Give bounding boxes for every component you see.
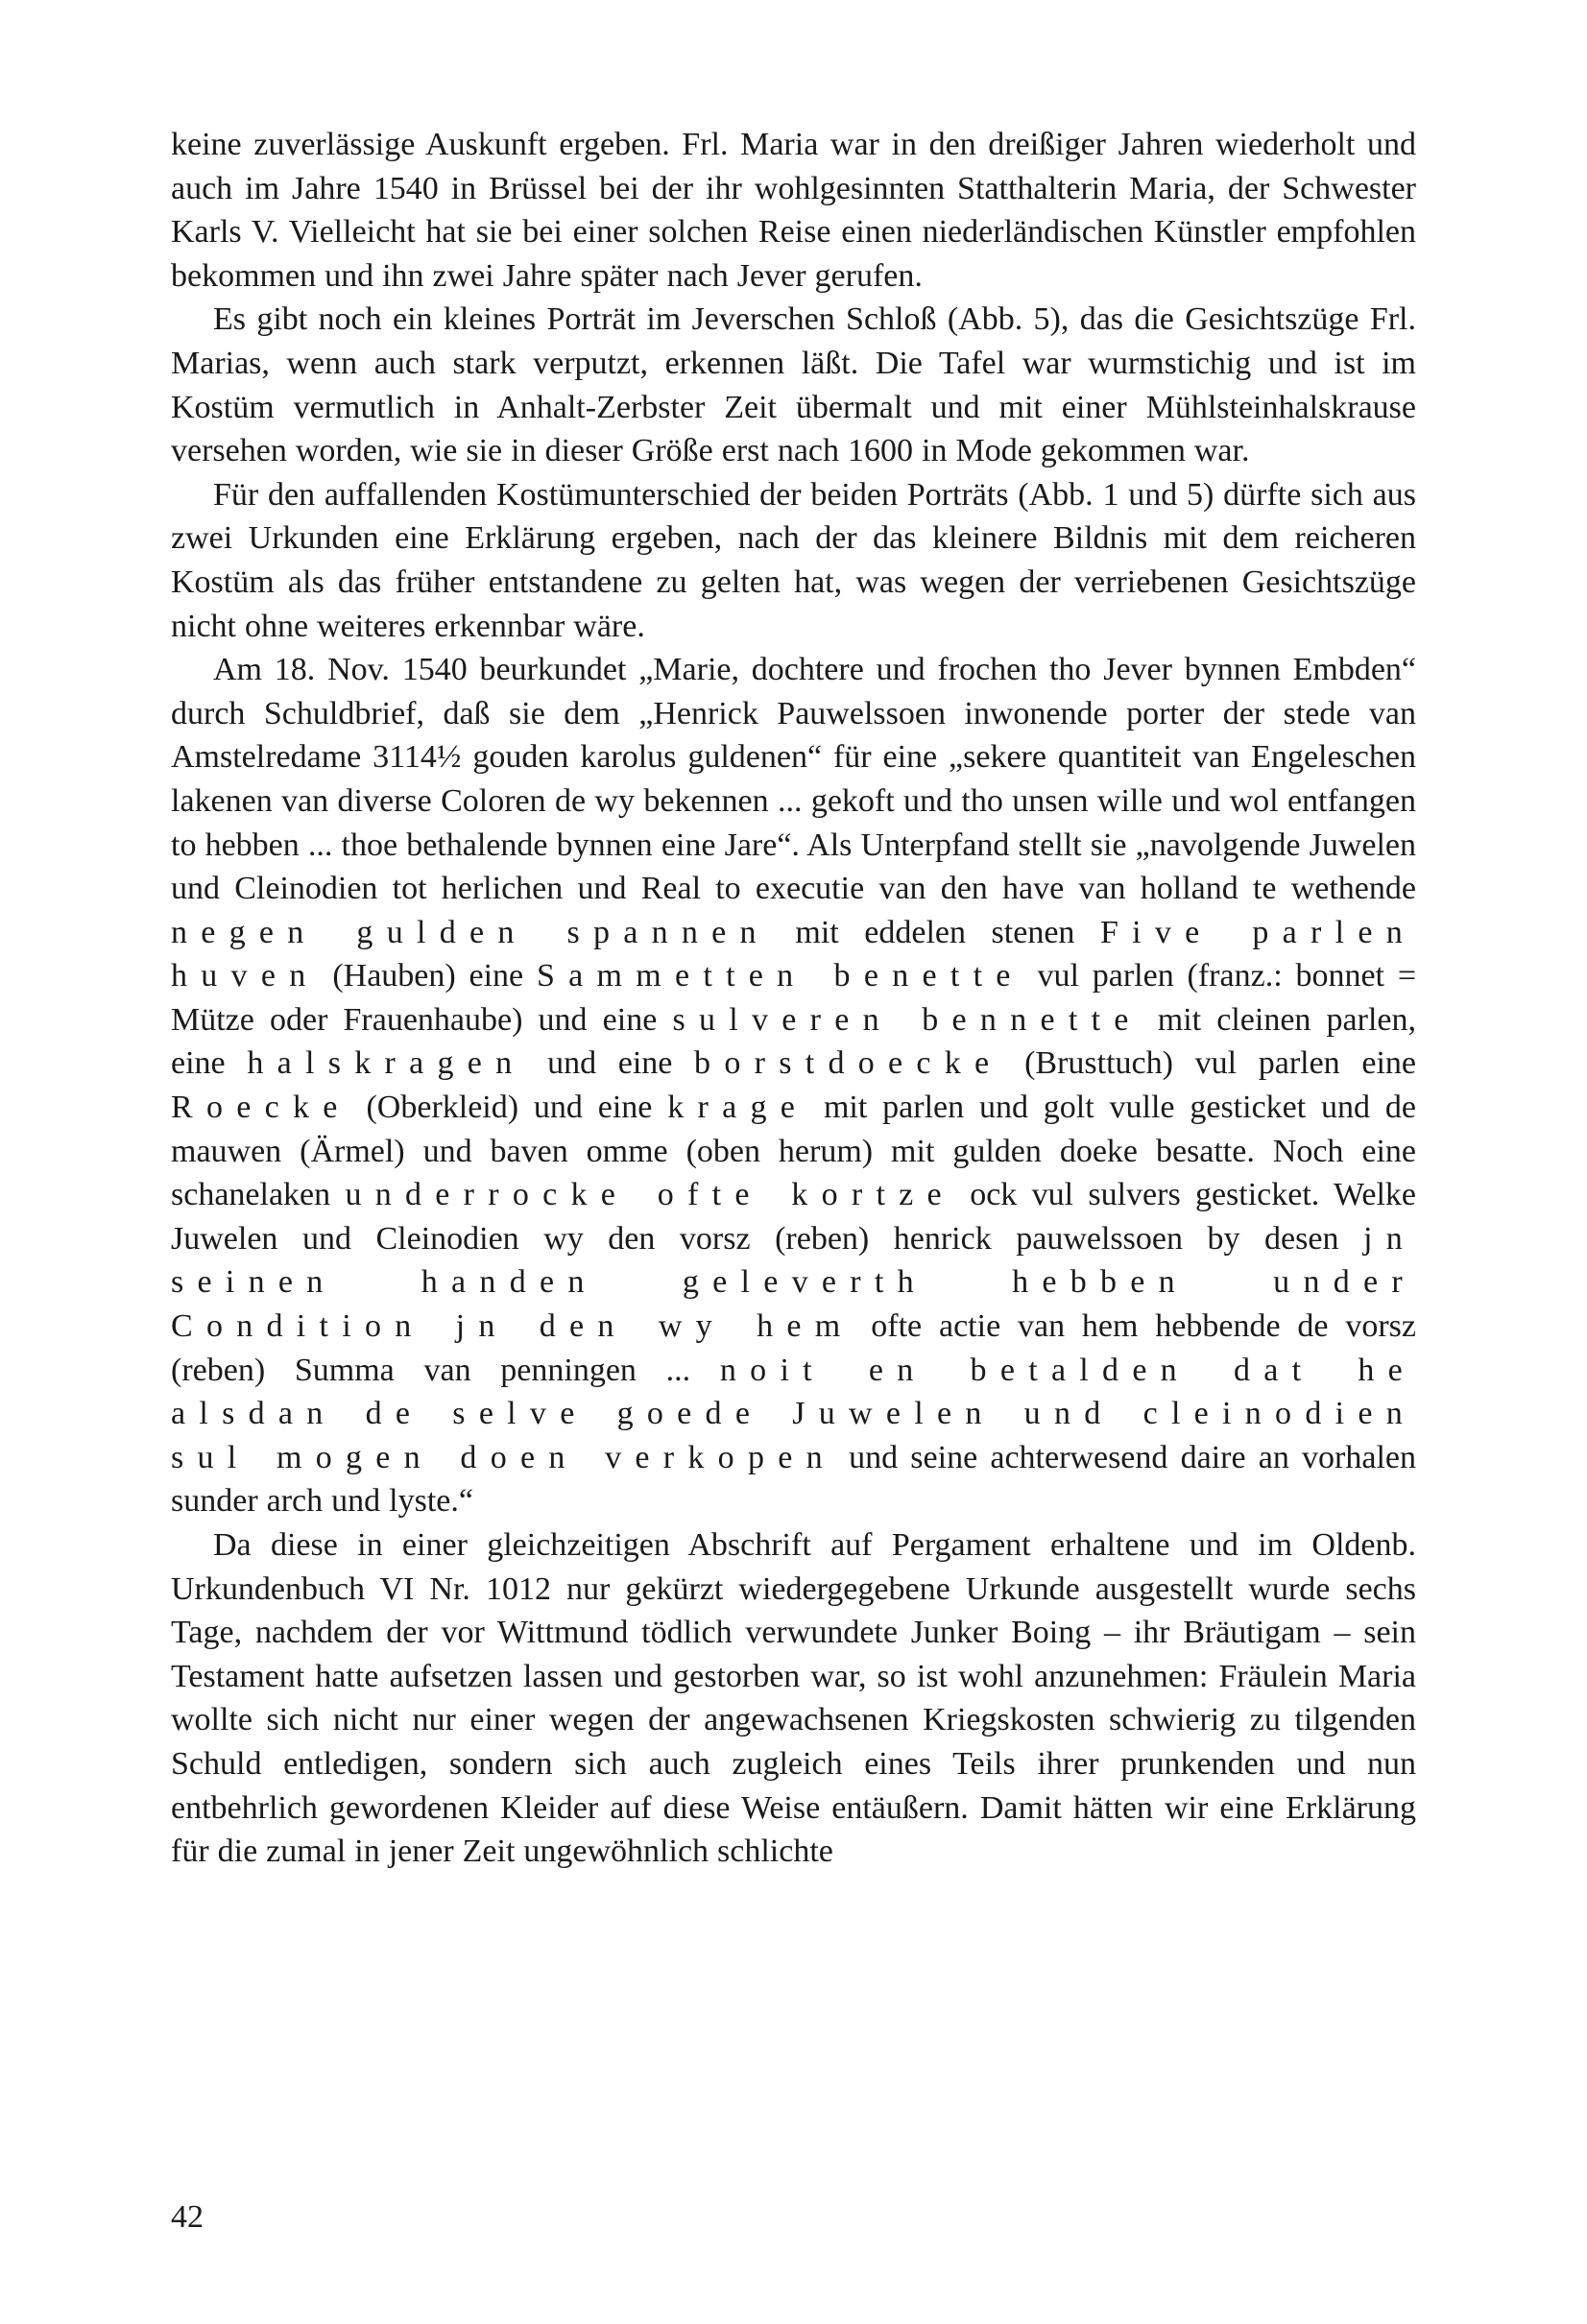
spaced-emphasis: Roecke [171, 1090, 351, 1126]
spaced-emphasis: Five parlen huven [171, 914, 1416, 994]
paragraph-4-text: und eine [525, 1045, 695, 1082]
paragraph-1-text: keine zuverlässige Auskunft ergeben. Frl. Maria war in den dreißiger Jahren wiederholt und auch im Jahre 1540 in Brüssel bei der ihr wohlgesinnten Statthalterin Maria, der Schwester Karls V. Vielleicht hat sie bei einer solchen Reise einen niederländischen Künstler empfohlen bekommen und ihn zwei Jahre später nach Jever gerufen. [171, 127, 1416, 294]
paragraph-4-text: (Oberkleid) und eine [350, 1090, 668, 1126]
paragraph-4-text: mit parlen und golt vulle gesticket und de mauwen (Ärmel) und baven omme (oben herum) mit gulden doeke besatte. Noch eine schanelaken [171, 1090, 1416, 1213]
spaced-emphasis: borstdoecke [694, 1045, 1003, 1082]
paragraph-2-text: Es gibt noch ein kleines Porträt im Jeverschen Schloß (Abb. 5), das die Gesichtszüge Frl. Marias, wenn auch stark verputzt, erkennen läßt. Die Tafel war wurmstichig und ist im Kostüm vermutlich in Anhalt-Zerbster Zeit übermalt und mit einer Mühlsteinhalskrause versehen worden, wie sie in dieser Größe erst nach 1600 in Mode gekommen war. [171, 301, 1416, 469]
paragraph-4-text: mit eddelen stenen [769, 914, 1100, 950]
body-text [171, 123, 1416, 1874]
paragraph-3-text: Für den auffallenden Kostümunterschied der beiden Porträts (Abb. 1 und 5) dürfte sich aus zwei Urkunden eine Erklärung ergeben, nach der das kleinere Bildnis mit dem reicheren Kostüm als das früher entstandene zu gelten hat, was wegen der verriebenen Gesichtszüge nicht ohne weiteres erkennbar wäre. [171, 476, 1416, 644]
paragraph-4-text: und seine achterwesend daire an vorhalen sunder arch und lyste.“ [171, 1439, 1417, 1520]
spaced-emphasis: noit en betalden dat he alsdan de selve goede Juwelen und cleinodien sul mogen doen verkopen [171, 1352, 1417, 1475]
paragraph-4-text: vul parlen (franz.: bonnet = Mütze oder Frauenhaube) und eine [171, 958, 1416, 1038]
paragraph-4-text: (Hauben) eine [319, 958, 537, 994]
paragraph-1 [171, 123, 1416, 298]
paragraph-4-text: Am 18. Nov. 1540 beurkundet „Marie, dochtere und frochen tho Jever bynnen Embden“ durch Schuldbrief, daß sie dem „Henrick Pauwelssoen inwonende porter der stede van Amstelredame 3114½ gouden karolus guldenen“ für eine „sekere quantiteit van Engeleschen lakenen van diverse Coloren de wy bekennen ... gekoft und tho unsen wille und wol entfangen to hebben ... thoe bethalende bynnen eine Jare“. Als Unterpfand stellt sie „navolgende Juwelen und Cleinodien tot herlichen und Real to executie van den have van holland te wethende [171, 652, 1416, 907]
spaced-emphasis: negen gulden spannen [171, 914, 770, 950]
paragraph-4-text: (Brusttuch) vul parlen eine [1002, 1045, 1416, 1082]
spaced-emphasis: underrocke ofte kortze [345, 1177, 955, 1213]
spaced-emphasis: jn seinen handen geleverth hebben under Condition jn den wy hem [171, 1220, 1416, 1345]
spaced-emphasis: sulveren bennette [672, 1001, 1142, 1038]
spaced-emphasis: krage [667, 1090, 809, 1126]
paragraph-4-text: ock vul sulvers gesticket. Welke Juwelen und Cleinodien wy den vorsz (reben) henrick pauwelssoen by desen [171, 1177, 1416, 1257]
paragraph-5-text: Da diese in einer gleichzeitigen Abschrift auf Pergament erhaltene und im Oldenb. Urkundenbuch VI Nr. 1012 nur gekürzt wiedergegebene Urkunde ausgestellt wurde sechs Tage, nachdem der vor Wittmund tödlich verwundete Junker Boing – ihr Bräutigam – sein Testament hatte aufsetzen lassen und gestorben war, so ist wohl anzunehmen: Fräulein Maria wollte sich nicht nur einer wegen der angewachsenen Kriegskosten schwierig zu tilgenden Schuld entledigen, sondern sich auch zugleich eines Teils ihrer prunkenden und nun entbehrlich gewordenen Kleider auf diese Weise entäußern. Damit hätten wir eine Erklärung für die zumal in jener Zeit ungewöhnlich schlichte [171, 1527, 1416, 1870]
spaced-emphasis: Sammetten benette [536, 958, 1024, 994]
paragraph-4-text: mit cleinen parlen, eine [171, 1001, 1416, 1082]
paragraph-3 [171, 473, 1416, 648]
paragraph-4 [171, 648, 1416, 1523]
paragraph-5 [171, 1523, 1416, 1874]
spaced-emphasis: halskragen [247, 1045, 526, 1082]
paragraph-2 [171, 298, 1416, 472]
paragraph-4-text: ofte actie van hem hebbende de vorsz (reben) Summa van penningen ... [171, 1308, 1416, 1388]
page-number: 42 [171, 2199, 204, 2235]
